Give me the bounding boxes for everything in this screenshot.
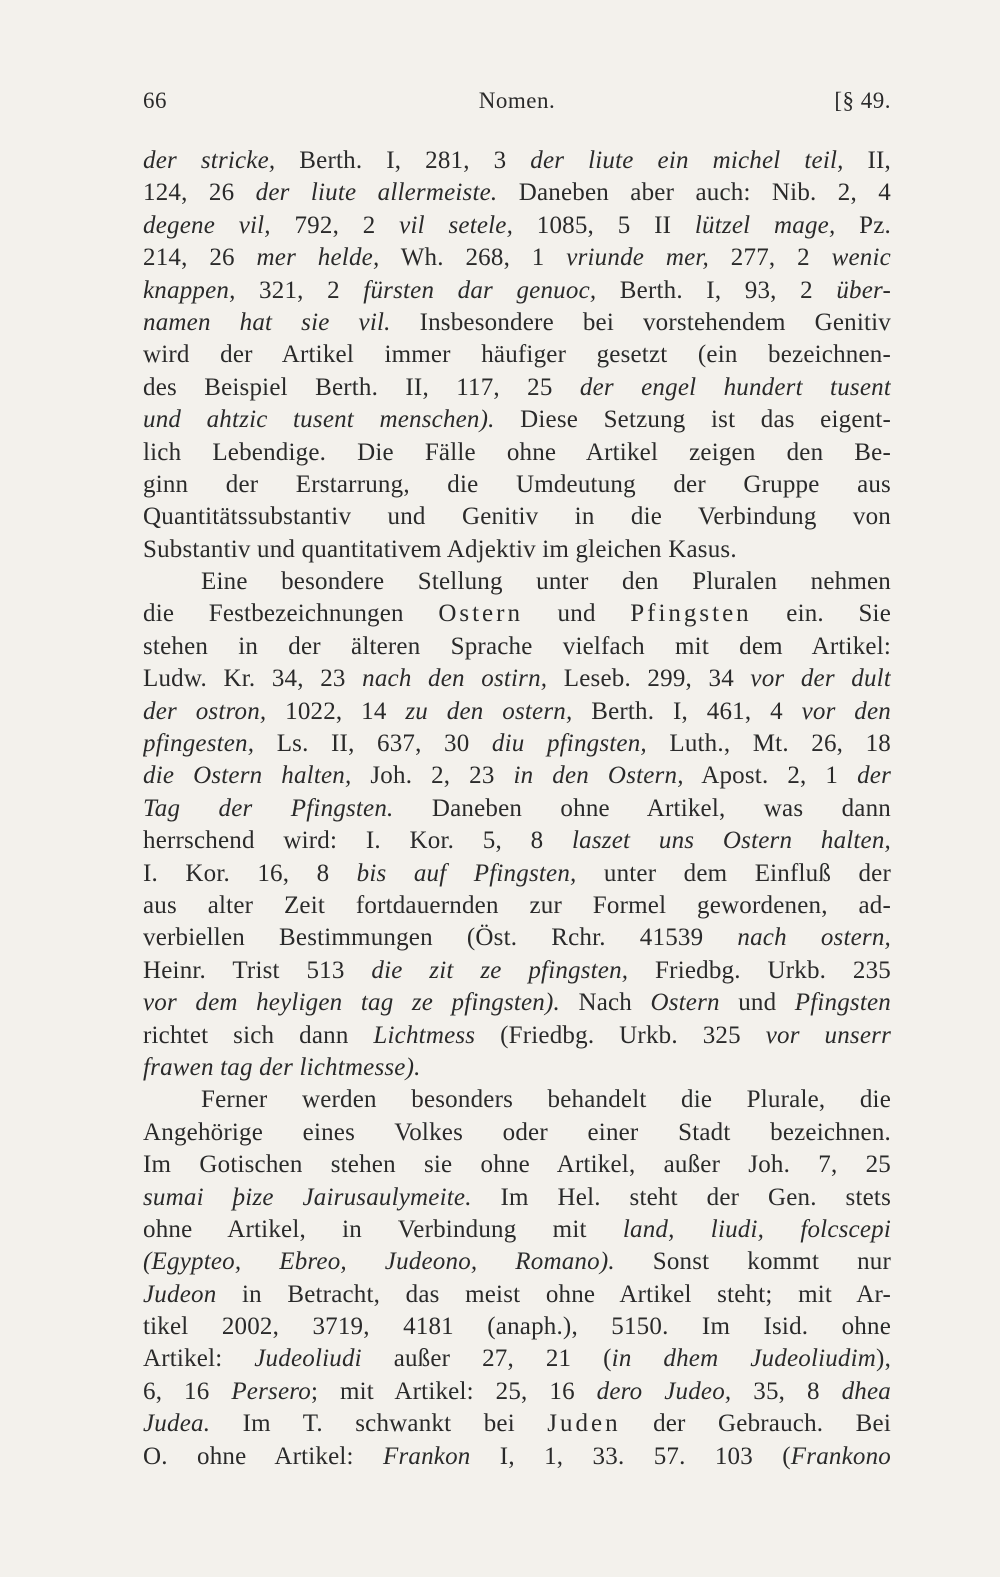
text-line — [143, 1408, 891, 1440]
italic-text: laszet uns Ostern halten, — [572, 827, 891, 855]
text-segment: Substantiv und quantitativem Adjektiv im gleichen Kasus. — [143, 535, 737, 563]
text-segment: wird der Artikel immer häufiger gesetzt (ein bezeichnen- — [143, 341, 891, 369]
italic-text: wenic — [831, 244, 891, 272]
text-segment: Berth. I, 281, 3 — [275, 147, 531, 174]
text-line — [143, 469, 891, 501]
text-segment: Daneben aber auch: Nib. 2, 4 — [497, 179, 891, 207]
italic-text: frawen tag der lichtmesse). — [143, 1053, 421, 1081]
text-line — [143, 1084, 891, 1116]
text-line — [143, 793, 891, 825]
italic-text: der ostron, — [143, 697, 267, 725]
text-line — [143, 372, 891, 404]
text-segment: 1085, 5 II — [513, 211, 695, 239]
page-header — [143, 88, 891, 124]
text-segment: Insbesondere bei vorstehendem Genitiv — [390, 308, 891, 336]
italic-text: in den Ostern, — [513, 762, 684, 790]
text-line — [143, 825, 891, 857]
text-segment: 277, 2 — [709, 244, 832, 272]
text-segment: 792, 2 — [270, 211, 400, 239]
text-segment: Im Hel. steht der Gen. stets — [471, 1183, 891, 1211]
text-line — [143, 631, 891, 663]
text-segment: Ostern — [438, 600, 523, 628]
text-segment: die Festbezeichnungen — [143, 600, 439, 628]
text-segment: Pfingsten — [630, 600, 752, 628]
text-segment: Daneben ohne Artikel, was dann — [393, 794, 891, 822]
text-segment: I. Kor. 16, 8 — [143, 859, 357, 887]
text-segment: Ludw. Kr. 34, 23 — [143, 665, 363, 693]
text-segment: I, 1, 33. 57. 103 ( — [470, 1442, 791, 1470]
text-segment: ginn der Erstarrung, die Umdeutung der Gruppe aus — [143, 470, 891, 498]
text-segment: der Gebrauch. Bei — [620, 1410, 891, 1438]
italic-text: Judeon — [143, 1280, 217, 1308]
text-segment: Diese Setzung ist das eigent- — [494, 406, 891, 434]
text-line — [143, 534, 891, 566]
italic-text: Frankono — [790, 1442, 891, 1470]
text-line — [143, 1052, 891, 1084]
text-segment: Leseb. 299, 34 — [547, 665, 751, 693]
italic-text: der liute allermeiste. — [255, 179, 498, 207]
text-segment: ), — [876, 1345, 891, 1373]
text-line — [143, 145, 891, 177]
text-segment: Pz. — [835, 211, 891, 239]
italic-text: die zit ze pfingsten, — [371, 956, 629, 984]
text-segment: Joh. 2, 23 — [351, 762, 514, 790]
italic-text: Judeoliudi — [254, 1345, 362, 1373]
text-segment: Apost. 2, 1 — [683, 762, 858, 790]
text-line — [143, 922, 891, 954]
text-segment: Quantitätssubstantiv und Genitiv in die Verbindung von — [143, 503, 891, 531]
text-segment: stehen in der älteren Sprache vielfach mit dem Artikel: — [143, 632, 891, 660]
text-line — [143, 760, 891, 792]
text-line — [143, 404, 891, 436]
italic-text: vriunde mer, — [566, 244, 710, 272]
text-line — [143, 242, 891, 274]
italic-text: (Egypteo, Ebreo, Judeono, Romano). — [143, 1248, 615, 1276]
text-line — [143, 566, 891, 598]
italic-text: vor dem heyligen tag ze pfingsten). — [143, 989, 560, 1017]
section-reference: [§ 49. — [834, 88, 891, 113]
text-segment: 214, 26 — [143, 244, 257, 272]
italic-text: der — [857, 762, 891, 790]
text-segment: Luth., Mt. 26, 18 — [646, 730, 891, 758]
text-line — [143, 890, 891, 922]
text-segment: Nach — [559, 989, 651, 1017]
text-line — [143, 501, 891, 533]
italic-text: Pfingsten — [794, 989, 891, 1017]
italic-text: zu den ostern, — [405, 697, 573, 725]
text-segment: unter dem Einfluß der — [576, 859, 891, 887]
text-line — [143, 1214, 891, 1246]
text-line — [143, 1311, 891, 1343]
italic-text: der stricke, — [143, 147, 276, 174]
text-segment: ohne Artikel, in Verbindung mit — [143, 1215, 623, 1243]
text-segment: Angehörige eines Volkes oder einer Stadt bezeichnen. — [143, 1118, 891, 1146]
italic-text: knappen, — [143, 276, 236, 304]
text-segment: aus alter Zeit fortdauernden zur Formel gewordenen, ad- — [143, 891, 891, 919]
text-segment: 35, 8 — [731, 1377, 842, 1405]
text-segment: Im T. schwankt bei — [210, 1410, 548, 1438]
text-line — [143, 210, 891, 242]
italic-text: Frankon — [383, 1442, 471, 1470]
text-segment: herrschend wird: I. Kor. 5, 8 — [143, 827, 573, 855]
text-segment: 6, 16 — [143, 1377, 232, 1405]
text-segment: Friedbg. Urkb. 235 — [628, 956, 891, 984]
text-line — [143, 1149, 891, 1181]
text-segment: O. ohne Artikel: — [143, 1442, 383, 1470]
text-line — [143, 1182, 891, 1214]
italic-text: sumai þize Jairusaulymeite. — [143, 1183, 472, 1211]
text-segment: Wh. 268, 1 — [379, 244, 567, 272]
text-segment: in Betracht, das meist ohne Artikel steht; mit Ar- — [216, 1280, 891, 1308]
text-segment: ein. Sie — [751, 600, 891, 628]
italic-text: und ahtzic tusent menschen). — [143, 406, 495, 434]
text-line — [143, 1279, 891, 1311]
text-line — [143, 987, 891, 1019]
text-segment: lich Lebendige. Die Fälle ohne Artikel zeigen den Be- — [143, 438, 891, 466]
text-segment: 321, 2 — [235, 276, 364, 304]
text-segment: (Friedbg. Urkb. 325 — [475, 1021, 766, 1049]
text-line — [143, 598, 891, 630]
italic-text: vor der dult — [750, 665, 891, 693]
italic-text: über- — [836, 276, 891, 304]
italic-text: bis auf Pfingsten, — [356, 859, 577, 887]
text-segment: außer 27, 21 ( — [361, 1345, 612, 1373]
italic-text: der engel hundert tusent — [579, 373, 891, 401]
text-segment: Juden — [547, 1410, 621, 1438]
text-segment: Eine besondere Stellung unter den Pluralen nehmen — [201, 568, 891, 596]
text-line — [143, 437, 891, 469]
text-line — [143, 1020, 891, 1052]
italic-text: vor unserr — [765, 1021, 891, 1049]
text-line — [143, 663, 891, 695]
text-line — [143, 728, 891, 760]
text-segment: des Beispiel Berth. II, 117, 25 — [143, 373, 580, 401]
text-segment: Sonst kommt nur — [614, 1248, 891, 1276]
italic-text: nach ostern, — [737, 924, 891, 952]
italic-text: pfingesten, — [143, 730, 255, 758]
italic-text: vil setele, — [399, 211, 514, 239]
text-line — [143, 955, 891, 987]
text-segment: II, — [843, 147, 891, 174]
text-line — [143, 177, 891, 209]
text-line — [143, 275, 891, 307]
italic-text: Lichtmess — [373, 1021, 476, 1049]
text-segment: und — [719, 989, 795, 1017]
text-line — [143, 696, 891, 728]
text-segment: verbiellen Bestimmungen (Öst. Rchr. 41539 — [143, 924, 738, 952]
italic-text: Ostern — [650, 989, 720, 1017]
text-line — [143, 307, 891, 339]
text-segment: Berth. I, 461, 4 — [572, 697, 802, 725]
text-segment: Artikel: — [143, 1345, 255, 1373]
italic-text: fürsten dar genuoc, — [363, 276, 597, 304]
italic-text: diu pfingsten, — [491, 730, 647, 758]
italic-text: land, liudi, folcscepi — [622, 1215, 891, 1243]
italic-text: namen hat sie vil. — [143, 308, 391, 336]
text-segment: 1022, 14 — [266, 697, 406, 725]
italic-text: Tag der Pfingsten. — [143, 794, 394, 822]
italic-text: vor den — [801, 697, 891, 725]
italic-text: dero Judeo, — [596, 1377, 732, 1405]
text-segment: richtet sich dann — [143, 1021, 374, 1049]
text-line — [143, 1343, 891, 1375]
text-line — [143, 1376, 891, 1408]
text-segment: Ferner werden besonders behandelt die Plurale, die — [201, 1086, 891, 1114]
italic-text: Judea. — [143, 1410, 211, 1438]
text-segment: tikel 2002, 3719, 4181 (anaph.), 5150. Im Isid. ohne — [143, 1313, 891, 1341]
text-segment: Im Gotischen stehen sie ohne Artikel, außer Joh. 7, 25 — [143, 1151, 891, 1179]
text-line — [143, 339, 891, 371]
text-line — [143, 1441, 891, 1473]
italic-text: nach den ostirn, — [362, 665, 548, 693]
text-line — [143, 1246, 891, 1278]
text-segment: ; mit Artikel: 25, 16 — [310, 1377, 597, 1405]
italic-text: dhea — [841, 1377, 891, 1405]
italic-text: die Ostern halten, — [143, 762, 352, 790]
italic-text: degene vil, — [143, 211, 271, 239]
text-segment: 124, 26 — [143, 179, 256, 207]
page-number: 66 — [143, 88, 167, 113]
italic-text: der liute ein michel teil, — [530, 147, 844, 174]
text-segment: Berth. I, 93, 2 — [596, 276, 837, 304]
italic-text: Persero — [231, 1377, 311, 1405]
text-line — [143, 1117, 891, 1149]
running-title: Nomen. — [478, 88, 556, 113]
body-text — [143, 145, 891, 1473]
text-segment: Heinr. Trist 513 — [143, 956, 372, 984]
italic-text: in dhem Judeoliudim — [611, 1345, 877, 1373]
italic-text: mer helde, — [256, 244, 380, 272]
text-segment: und — [522, 600, 631, 628]
italic-text: lützel mage, — [694, 211, 836, 239]
text-line — [143, 858, 891, 890]
text-segment: Ls. II, 637, 30 — [254, 730, 492, 758]
